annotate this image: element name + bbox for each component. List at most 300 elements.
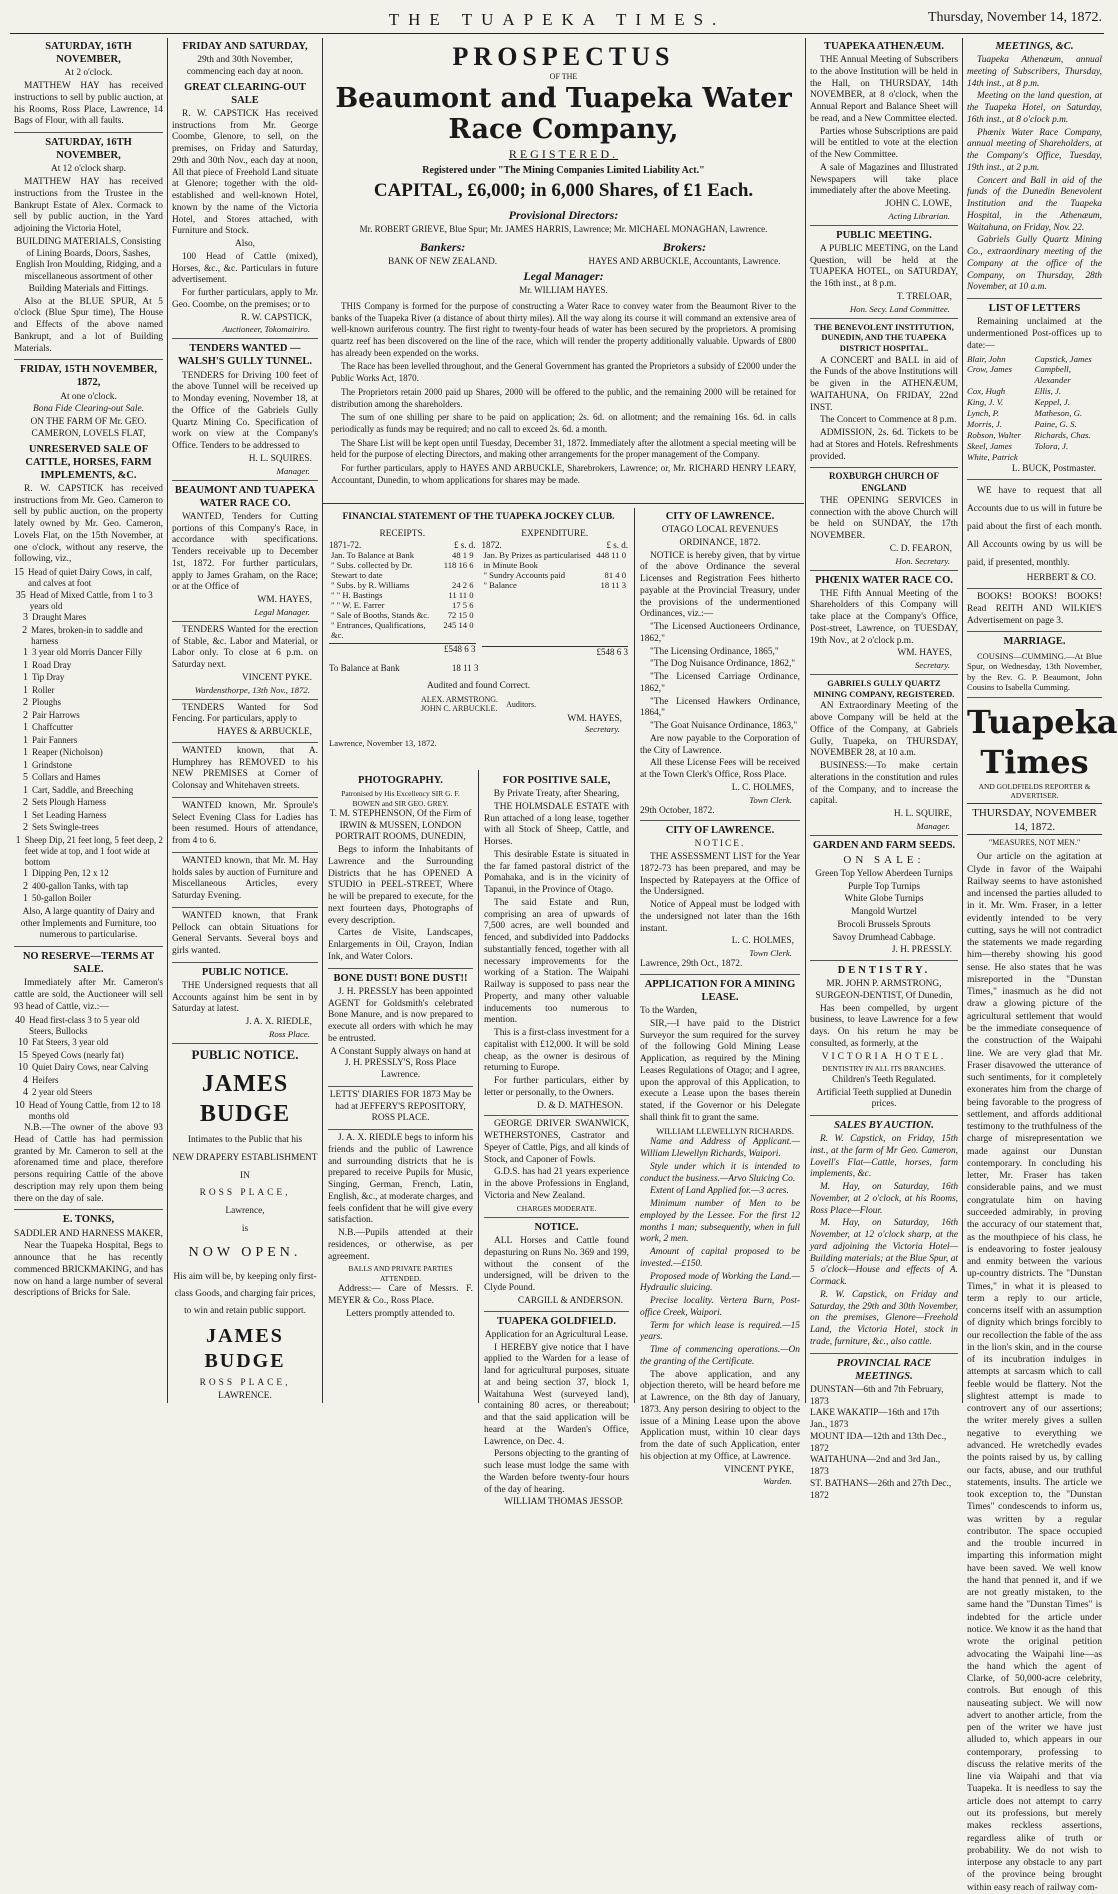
- column-5: [806, 38, 962, 1501]
- ad-body: TENDERS for Driving 100 feet of the above Tunnel will be received up to Monday evening, November 18, at the Office of the Gabriels Gully Quartz Mining Co. Specification of work on view at the Company's Office. Tenders to be addressed to: [172, 370, 318, 452]
- ad-body: THE OPENING SERVICES in connection with the above Church will be held on SUNDAY, the 17th NOVEMBER.: [810, 495, 958, 542]
- seed-item: Green Top Yellow Aberdeen Turnips: [815, 868, 953, 879]
- ad-body: THE Undersigned requests that all Accounts against him be sent in by Saturday at latest.: [172, 980, 318, 1015]
- column-6: [963, 38, 1118, 1893]
- statement-date: Lawrence, November 13, 1872.: [329, 738, 437, 748]
- editorial-masthead: [967, 702, 1118, 848]
- lot-row: [14, 1062, 163, 1075]
- ad-body: NOTICE is hereby given, that by virtue of the above Ordinance the several Licenses and Registration Fees hitherto payable at the Provincial Treasury, under the provisions of the undermentioned Ordinances, viz.:—: [640, 550, 800, 620]
- stable-tender-ad: [172, 625, 318, 700]
- ad-signature: WM. HAYES,: [897, 648, 952, 659]
- roxburgh-church-ad: [810, 471, 958, 570]
- lot-count: 4: [23, 1074, 28, 1086]
- letter-name: Matheson, G.: [1034, 408, 1083, 419]
- lot-list: [14, 567, 163, 906]
- ad-heading: PUBLIC MEETING.: [836, 229, 932, 241]
- receipts-header-row: [329, 540, 476, 550]
- lot-count: 40: [14, 1014, 25, 1026]
- statement-item: " " W. E. Farrer: [331, 600, 385, 610]
- ad-heading: GREAT CLEARING-OUT SALE: [184, 81, 306, 106]
- ad-body: Remaining unclaimed at the undermentioned Post-offices up to date:—: [967, 317, 1102, 351]
- ad-body: For further particulars, apply to Mr. Geo. Coombe, on the premises; or to: [172, 288, 318, 310]
- registered-label: REGISTERED.: [508, 147, 619, 161]
- column-2: [168, 38, 322, 1403]
- ad-subhead: 29th and 30th November, commencing each day at noon.: [186, 55, 304, 77]
- ad-date: FRIDAY AND SATURDAY,: [182, 41, 308, 52]
- tunnel-tender-ad: [172, 342, 318, 480]
- auction-entry: M. Hay, on Saturday, 16th November, at 12 o'clock sharp, at the yard adjoining the Victoria Hotel—Building materials; at the Blue Spur, at 5 o'clock—House and effects of A. Cormack.: [810, 1218, 958, 1288]
- race-entry: DUNSTAN—6th and 7th February, 1873: [810, 1384, 944, 1407]
- ad-body: T. M. STEPHENSON, Of the Firm of IRWIN & MUSSEN, LONDON PORTRAIT ROOMS, DUNEDIN,: [329, 808, 472, 843]
- newspaper-logo: Tuapeka Times: [967, 703, 1118, 782]
- auction-ad-cattle: [14, 363, 163, 947]
- tonks-ad: [14, 1213, 163, 1304]
- ad-body: The above application, and any objection thereto, will be heard before me at Lawrence, on the 8th day of January, 1873. Any person desiring to object to the issue of a Mining Lease upon the above Application must, within 10 clear days from the date of such Application, enter his objection at my Office, at Lawrence.: [640, 1369, 800, 1462]
- lot-description: Set Leading Harness: [32, 809, 107, 820]
- statement-amount: 118 16 6: [443, 560, 474, 570]
- ad-body: A CONCERT and BALL in aid of the Funds of the above Institutions will be given in the ATHENÆUM, WAITAHUNA, On FRIDAY, 22nd INST.: [810, 355, 958, 413]
- ad-field: Name and Address of Applicant.—William Llewellyn Richards, Waipori.: [640, 1137, 800, 1160]
- seed-list: [810, 869, 958, 945]
- editorial-text: Our article on the agitation at Clyde in favor of the Waipahi Railway seems to have astonished and incensed the parties alluded to in it. Mr. Wm. Fraser, in a letter evidently intended to be very cutting, says he will not contradict the statements we made regarding him—thereby showing his good sense. He also states that he was misreported in the "Dunstan Times," inasmuch as he did not draw a glowing picture of the agricultural settlement that would be the immediate consequence of the construction of the Waipahi line. We are very glad that Mr. Fraser disavowed the utterance of such sentiments, for it completely exonerates him from the charge of being favorable to the progress of settlement, and affords additional testimony to the truthfulness of the charge of misrepresentation we made against our Dunstan contemporary. In concluding his letter, Mr. Fraser has taken considerable pains, and we must congratulate him on having succeeded admirably, in proving the accuracy of our statement that, as the mouthpiece of his class, he is endeavoring to foster jealousy and enmity between the various up-country districts. The "Dunstan Times," in what it is pleased to term a reply to our article, concerns itself with an assumption of dignity which brings forcibly to our recollection the fable of the ass in the lion's skin, and in the course of its incubration indulges in attempts at sarcasm which to call feeble would be flattery. Not the slightest attempt is made to controvert any of our assertions; the writer merely gives a sullen negative to everything we advanced. He wretchedly evades the points raised by us, by calling our facts, abuse, and our truthful statements, insults. The article we took exception to, the "Dunstan Times" condescends to inform us, was written by a regular contributor. The space occupied and the trouble incurred in imparting this information might have been saved. We well know the hand that penned it, and if we are not greatly mistaken, to the same hand the "Dunstan Times" is indebted for the article under notice. We know it as the hand that wrote the original petition advocating the Waipahi line—as the hand which the agent of Clarke, of 50,000-acre celebrity, controls. But enough of this nauseating subject. We will now advert to another article, from the pen of the writer we have just alluded to, which appears in our contemporary, professing to discuss the relative merits of the line via Waipahi and that via Tuapeka. It is needless to say the article does not attempt to carry out its professions, but merely makes reckless assertions, regardless alike of truth or probability. We do not wish to interpose any obstacle to any part of the province being brought within easy reach of railway com-: [967, 851, 1102, 1893]
- ad-body: The said Estate and Run, comprising an area of upwards of 7,500 acres, are well bounded and fenced, and subdivided into Paddocks substantially fenced, together with all necessary improvements for the working of a Station. The Waipahi Railway is supposed to pass near the Property, and many other valuable inducements too numerous to mention.: [484, 897, 629, 1026]
- ad-signature: HAYES & ARBUCKLE,: [217, 727, 312, 738]
- seed-item: Savoy Drumhead Cabbage.: [832, 932, 936, 943]
- ad-heading: TUAPEKA ATHENÆUM.: [824, 41, 944, 52]
- wanted-hay-ad: [172, 856, 318, 908]
- seed-item: Purple Top Turnips: [847, 881, 921, 892]
- lot-count: 4: [23, 1087, 28, 1099]
- lot-row: [14, 1015, 163, 1038]
- ordinance-list: [640, 622, 800, 733]
- auction-entry: M. Hay, on Saturday, 16th November, at 2 o'clock, at his Rooms, Ross Place—Flour.: [810, 1182, 958, 1216]
- ad-signature-title: Town Clerk.: [749, 794, 792, 805]
- ad-heading: GARDEN AND FARM SEEDS.: [812, 839, 956, 851]
- lot-row: [14, 1100, 163, 1123]
- lot-description: Tip Dray: [32, 672, 65, 683]
- letter-name: Paine, G. S.: [1034, 419, 1077, 430]
- ad-body: For further particulars, either by letter or personally, to the Owners.: [484, 1076, 629, 1098]
- lot-row: [14, 893, 163, 906]
- ordinance-item: "The Goat Nuisance Ordinance, 1863,": [650, 721, 798, 732]
- brokers-heading: Brokers:: [662, 240, 707, 254]
- lot-description: Head of Young Cattle, from 12 to 18 months old: [28, 1099, 161, 1121]
- capital-line: CAPITAL, £6,000; in 6,000 Shares, of £1 Each.: [373, 180, 754, 201]
- prospectus-ofthe: OF THE: [549, 72, 578, 81]
- ad-signature: T. TRELOAR,: [896, 291, 952, 302]
- ad-line: Children's Teeth Regulated.: [832, 1074, 936, 1085]
- ad-body: R. W. CAPSTICK has received instructions from Mr. Geo. Cameron to sell by public auction, on the property lately owned by Mr. Geo. Cameron, Lovels Flat, on the 15th November, at one o'clock, without any reserve, the following, viz.,: [14, 483, 163, 565]
- ad-body: J. A. X. RIEDLE begs to inform his friends and the public of Lawrence and surrounding districts that he is prepared to receive Pupils for Music, Singing, German, French, Latin, English, &c., at moderate charges, and feels confident that he will give every satisfaction.: [328, 1133, 473, 1226]
- lot-count: 1: [23, 647, 28, 659]
- ad-line: BALLS AND PRIVATE PARTIES ATTENDED.: [348, 1264, 453, 1283]
- meeting-entry: Gabriels Gully Quartz Mining Co., extraordinary meeting of the Company at the office of the Company, on Thursday, 28th November, at 10 a.m.: [967, 235, 1102, 293]
- ad-heading: NOTICE.: [534, 1222, 579, 1233]
- ad-body: Has been compelled, by urgent business, to leave Lawrence for a few days. On his return he may be consulted, as formerly, at the: [810, 1003, 958, 1049]
- ad-heading: UNRESERVED SALE OF CATTLE, HORSES, FARM IMPLEMENTS, &C.: [25, 443, 152, 481]
- marriage-notice: [967, 635, 1102, 698]
- lot-row: [14, 881, 163, 894]
- letter-name: King, J. V.: [967, 397, 1004, 408]
- lsd-label: £ s. d.: [453, 540, 476, 550]
- ad-signature-title: Auctioneer, Tokomairiro.: [222, 324, 310, 335]
- audited-line: Audited and found Correct.: [426, 681, 531, 691]
- ad-line: ROSS PLACE,: [199, 1188, 291, 1199]
- lot-description: 50-gallon Boiler: [32, 893, 92, 904]
- letter-name: Robson, Walter: [967, 430, 1021, 441]
- ad-field: Precise locality. Vertera Burn, Post-office Creek, Waipori.: [640, 1296, 800, 1318]
- dentistry-ad: [810, 964, 958, 1116]
- ad-body: Parties whose Subscriptions are paid will be entitled to vote at the election of the New Committee.: [810, 126, 958, 161]
- meeting-entry: Tuapeka Athenæum, annual meeting of Subscribers, Thursday, 14th inst., at 8 p.m.: [967, 55, 1102, 89]
- lot-description: Road Dray: [32, 659, 72, 670]
- bankers-heading: Bankers:: [419, 240, 466, 254]
- ad-signature-title: Acting Librarian.: [888, 210, 950, 221]
- meeting-entry: Meeting on the land question, at the Tuapeka Hotel, on Saturday, 16th inst., at 8 o'clock p.m.: [967, 91, 1102, 125]
- ad-body: The Concert to Commence at 8 p.m.: [820, 415, 957, 426]
- lot-count: 1: [23, 722, 28, 734]
- ad-heading: NO RESERVE—TERMS AT SALE.: [22, 951, 155, 976]
- ad-body: WANTED, Tenders for Cutting portions of this Company's Race, in accordance with specifications. Tenders receivable up to December 1st, 1872. For further particulars, apply to James Graham, on the Race; or at the Office of: [172, 511, 318, 593]
- ad-body: AN Extraordinary Meeting of the above Company will be held at the Office of the Company, at Gabriels Gully, Tuapeka, on THURSDAY, NOVEMBER 28, at 10 a.m.: [810, 701, 958, 759]
- wanted-pellock-ad: [172, 911, 318, 963]
- lot-description: Grindstone: [32, 759, 72, 770]
- ad-heading: FOR POSITIVE SALE,: [502, 775, 611, 786]
- gabriels-gully-ad: [810, 678, 958, 836]
- ad-time: At 2 o'clock.: [64, 68, 113, 79]
- lot-description: Head of Mixed Cattle, from 1 to 3 years old: [29, 589, 153, 611]
- ad-line: is: [241, 1223, 249, 1234]
- lot-count: 1: [23, 734, 28, 746]
- letter-name: White, Patrick: [967, 452, 1018, 463]
- ad-also: Also, A large quantity of Dairy and other Implements and Furniture, too numerous to particularise.: [20, 906, 157, 941]
- statement-amount: 18 11 3: [600, 580, 626, 590]
- lot-description: Speyed Cows (nearly fat): [32, 1049, 124, 1060]
- letter-name: Keppel, J.: [1034, 397, 1070, 408]
- ad-body: WANTED known, that A. Humphrey has REMOVED to his NEW PREMISES at Corner of Colonsay and Whitehaven streets.: [172, 745, 318, 792]
- statement-title: FINANCIAL STATEMENT OF THE TUAPEKA JOCKEY CLUB.: [342, 512, 615, 522]
- riedle-music-ad: [328, 1133, 473, 1324]
- ad-signature: L. C. HOLMES,: [731, 782, 794, 793]
- ad-body: LETTS' DIARIES FOR 1873 May be had at JEFFERY'S REPOSITORY, ROSS PLACE.: [329, 1089, 472, 1124]
- seed-item: Mangold Wurtzel: [851, 907, 917, 918]
- race-entry: ST. BATHANS—26th and 27th Dec., 1872: [810, 1478, 952, 1501]
- prospectus-paragraph: The Proprietors retain 2000 paid up Shares, 2000 will be offered to the public, and the remaining 2000 will be retained for distribution among the shareholders.: [331, 386, 796, 409]
- statement-signature: WM. HAYES,: [567, 714, 622, 724]
- race-meetings: [810, 1357, 958, 1506]
- pound-notice-ad: [484, 1221, 629, 1312]
- statement-amount: 72 15 0: [447, 610, 474, 620]
- lot-count: 1: [23, 759, 28, 771]
- column-1: [10, 38, 167, 1403]
- statement-amount: 448 11 0: [596, 550, 626, 560]
- expenditure-total: £548 6 3: [482, 646, 629, 657]
- auction-entry: R. W. Capstick, on Friday and Saturday, the 29th and 30th November, on the premises, Glenore—Freehold Land, the Victoria Hotel, stock in trade, furniture, &c., also cattle.: [810, 1289, 958, 1347]
- statement-item: " Subs. collected by Dr. Stewart to date: [331, 560, 413, 580]
- lot-row: [14, 697, 163, 710]
- wanted-sproule-ad: [172, 801, 318, 853]
- statement-row: [482, 570, 629, 580]
- ad-signature-title: Wardensthorpe, 13th Nov., 1872.: [194, 684, 310, 695]
- lot-count: 10: [18, 1037, 28, 1049]
- ad-date: SATURDAY, 16TH NOVEMBER,: [45, 137, 132, 162]
- ad-date: FRIDAY, 15TH NOVEMBER, 1872,: [20, 364, 157, 389]
- auction-ad-building-materials: [14, 136, 163, 360]
- ad-heading: PUBLIC NOTICE.: [201, 966, 289, 978]
- receipts-total: £548 6 3: [329, 643, 476, 654]
- lot-description: Sets Plough Harness: [32, 797, 106, 808]
- ad-big-name: JAMES BUDGE: [199, 1071, 291, 1128]
- ad-body: COUSINS—CUMMING.—At Blue Spur, on Wednesday, 13th November, by the Rev. G. P. Beaumont, John Cousins to Isabella Cumming.: [967, 650, 1102, 693]
- assessment-notice: [640, 824, 800, 975]
- letter-names: [967, 354, 1102, 464]
- ad-body: This desirable Estate is situated in the far famed pastoral district of the Pomahaka, and is in the vicinity of Tapanui, in the Province of Otago.: [484, 849, 629, 896]
- ad-date: SATURDAY, 16TH NOVEMBER,: [45, 41, 132, 66]
- ad-signature: VINCENT PYKE.: [241, 672, 312, 683]
- expenditure-table: [482, 550, 629, 590]
- lot-description: Fat Steers, 3 year old: [32, 1037, 109, 1048]
- lot-row: [14, 760, 163, 773]
- page-header: [10, 6, 1104, 34]
- ad-heading: TUAPEKA GOLDFIELD.: [496, 1315, 617, 1327]
- statement-row: [329, 580, 476, 590]
- lot-description: Head first-class 3 to 5 year old Steers, Bullocks: [28, 1014, 140, 1036]
- ad-body: TENDERS Wanted for Sod Fencing. For particulars, apply to: [172, 702, 318, 725]
- ad-body: TENDERS Wanted for the erection of Stable, &c. Labor and Material, or Labor only. To close at 6 p.m. on Saturday next.: [172, 624, 318, 671]
- ad-body: Cartes de Visite, Landscapes, Enlargements in Oil, Crayon, Indian Ink, and Water Colors.: [328, 928, 473, 962]
- lot-description: Reaper (Nicholson): [32, 747, 103, 758]
- letter-name: Capstick, James: [1034, 353, 1092, 364]
- ad-heading: BONE DUST! BONE DUST!!: [333, 972, 468, 984]
- auditors-label: Auditors.: [506, 699, 537, 709]
- statement-row: [482, 550, 629, 570]
- ad-signature: H. L. SQUIRES.: [248, 453, 312, 464]
- auditor-name: ALEX. ARMSTRONG.: [420, 695, 499, 704]
- registration-act: Registered under "The Mining Companies Limited Liability Act.": [422, 165, 705, 176]
- ad-field: Proposed mode of Working the Land.—Hydraulic sluicing.: [640, 1271, 800, 1294]
- ad-line: To the Warden,: [640, 1006, 697, 1017]
- public-meeting-ad: [810, 229, 958, 319]
- ad-body: 100 Head of Cattle (mixed), Horses, &c., &c. Particulars in future advertisement.: [172, 251, 318, 286]
- ad-body: SIR,—I have paid to the District Surveyor the sum required for the survey of the following Gold Mining Lease Application, as required by the Mining Leases Regulations of Otago; and I agree, upon the approval of this Application, to execute a Lease upon the bases therein stated, if the Governor or his Delegate shall think fit to grant the same.: [640, 1018, 800, 1123]
- bankers-brokers: [331, 256, 796, 266]
- ad-signature-title: Warden.: [763, 1476, 792, 1487]
- ad-signature: R. W. CAPSTICK,: [240, 312, 312, 323]
- statement-body: [329, 528, 628, 657]
- statement-signature-title: Secretary.: [584, 724, 620, 734]
- ad-also: Also,: [234, 239, 256, 250]
- bankers: BANK OF NEW ZEALAND.: [388, 256, 497, 266]
- directors-heading: Provisional Directors:: [508, 208, 619, 222]
- lot-count: 1: [23, 784, 28, 796]
- balance-value: 18 11 3: [451, 663, 479, 673]
- lot-description: 3 year old Morris Dancer Filly: [32, 647, 143, 658]
- lot-row: [14, 590, 163, 613]
- clearing-sale-ad: [172, 40, 318, 339]
- ad-body: THE HOLMSDALE ESTATE with Run attached of a long lease, together with all Stock of Sheep, Cattle, and Horses.: [484, 801, 629, 848]
- lot-description: Chaffcutter: [32, 722, 73, 733]
- expenditure: [482, 528, 629, 657]
- lot-row: [14, 1075, 163, 1088]
- lot-count: 3: [23, 612, 28, 624]
- ad-time: At 12 o'clock sharp.: [50, 164, 127, 175]
- ad-subhead: Bona Fide Clearing-out Sale.: [33, 404, 144, 415]
- ad-subhead: By Private Treaty, after Shearing,: [493, 789, 620, 800]
- ad-address: Address:— Care of Messrs. F. MEYER & Co., Ross Place.: [328, 1284, 473, 1306]
- ad-time: At one o'clock.: [60, 391, 117, 402]
- ad-heading: SALES BY AUCTION.: [834, 1120, 934, 1132]
- lot-row: [14, 660, 163, 673]
- ad-body: MATTHEW HAY has received instructions to sell by public auction, at his Rooms, Ross Place, Lawrence, 14 Bags of Flour, with all faults.: [14, 81, 163, 127]
- letter-name: Blair, John: [967, 353, 1006, 364]
- ad-items: BUILDING MATERIALS, Consisting of Lining Boards, Doors, Sashes, English Iron Moulding, Ridging, and a miscellaneous assortment of other Building Materials and Fittings.: [15, 236, 162, 294]
- lot-row: [14, 810, 163, 823]
- receipts: [329, 528, 476, 657]
- lot-count: 1: [23, 809, 28, 821]
- lot-row: [14, 710, 163, 723]
- lot-row: [14, 835, 163, 869]
- prospectus-paragraph: The Race has been levelled throughout, and the General Government has granted the Proprietors a subsidy of £2000 under the Public Works Act, 1870.: [331, 361, 796, 384]
- prospectus: [323, 38, 804, 504]
- ad-body: Also at the BLUE SPUR, At 5 o'clock (Blue Spur time), The House and Effects of the above named Bankrupt, and a lot of Building Materials.: [14, 296, 163, 354]
- lot-row: [14, 685, 163, 698]
- ad-place: ON THE FARM OF Mr. GEO. CAMERON, LOVELS FLAT,: [30, 417, 147, 439]
- statement-item: " " H. Bastings: [331, 590, 383, 600]
- ad-heading: APPLICATION FOR A MINING LEASE.: [644, 978, 796, 1004]
- directors-list: Mr. ROBERT GRIEVE, Blue Spur; Mr. JAMES HARRIS, Lawrence; Mr. MICHAEL MONAGHAN, Lawrence.: [359, 224, 768, 234]
- ad-signature: C. D. FEARON,: [889, 543, 952, 554]
- ad-note: N.B.—The owner of the above 93 Head of Cattle has had permission granted by Mr. Cameron to sell at the aforenamed time and place, therefore persons requiring Cattle of the above description may rely upon them being there on the day of sale.: [14, 1123, 163, 1204]
- ad-signature: VINCENT PYKE,: [723, 1464, 794, 1475]
- lot-row: [14, 868, 163, 881]
- lot-row: [14, 1037, 163, 1050]
- ad-signature: J. A. X. RIEDLE,: [245, 1017, 312, 1028]
- ad-signature-title: Secretary.: [914, 660, 950, 671]
- ad-line: NOW OPEN.: [188, 1244, 302, 1260]
- ad-big-name: JAMES BUDGE: [204, 1324, 286, 1372]
- lot-count: 1: [23, 893, 28, 905]
- ad-signature-title: Ross Place.: [268, 1028, 310, 1039]
- auditor-name: JOHN C. ARBUCKLE.: [420, 704, 498, 713]
- lot-count: 2: [23, 880, 28, 892]
- ad-line: IN: [240, 1170, 250, 1181]
- ad-line: DENTISTRY IN ALL ITS BRANCHES.: [822, 1064, 946, 1074]
- ad-date: Lawrence, 29th Oct., 1872.: [640, 959, 743, 970]
- lot-row: [14, 1050, 163, 1063]
- ad-line: His aim will be, by keeping only first-class Goods, and charging fair prices, to win and retain public support.: [173, 1272, 317, 1317]
- prospectus-paragraph: The sum of one shilling per share to be paid on application; 2s. 6d. on allotment; and the remaining 16s. 6d. in calls periodically as funds may be required; and no call to exceed 2s. 6d. a month.: [331, 412, 796, 434]
- lot-row: [14, 785, 163, 798]
- lot-count: 1: [23, 659, 28, 671]
- ad-signature-title: Hon. Secretary.: [895, 555, 950, 566]
- lot-row: [14, 722, 163, 735]
- phoenix-ad: [810, 574, 958, 676]
- letter-name: Morris, J.: [967, 419, 1002, 430]
- ordinance-item: "The Dog Nuisance Ordinance, 1862,": [650, 659, 796, 670]
- ad-body: J. H. PRESSLY has been appointed AGENT for Goldsmith's celebrated Bone Manure, and is now prepared to execute all orders with which he may be entrusted.: [328, 986, 473, 1044]
- editorial-motto: "MEASURES, NOT MEN.": [988, 838, 1081, 848]
- benevolent-ad: [810, 322, 958, 469]
- statement-row: [329, 610, 476, 620]
- ad-body: I HEREBY give notice that I have applied to the Warden for a lease of land for agricultural purposes, situate at and being section 37, block 1, Waitahuna West (surveyed land), containing 80 acres, or thereabout; and that the said application will be heard at the Warden's Office, Lawrence, on Dec. 4.: [484, 1342, 629, 1447]
- statement-row: [329, 590, 476, 600]
- ad-signature: L. C. HOLMES,: [731, 936, 794, 947]
- ad-body: THE ASSESSMENT LIST for the Year 1872-73 has been prepared, and may be Inspected by Ratepayers at the Office of the Undersigned.: [640, 852, 800, 898]
- ad-heading: LIST OF LETTERS: [988, 303, 1081, 315]
- race-entry: MOUNT IDA—12th and 13th Dec., 1872: [810, 1431, 947, 1454]
- lot-count: 2: [22, 624, 28, 636]
- ad-line: ROSS PLACE,: [199, 1377, 291, 1388]
- expenditure-header-row: [482, 540, 629, 550]
- lot-description: Mares, broken-in to saddle and harness: [31, 624, 143, 646]
- ad-heading: GABRIELS GULLY QUARTZ MINING COMPANY, REGISTERED.: [813, 678, 955, 699]
- statement-row: [329, 560, 476, 580]
- bankers-brokers-headings: [331, 237, 796, 256]
- statement-item: Jan. To Balance at Bank: [331, 550, 415, 560]
- letter-name: Skeel, James: [967, 441, 1012, 452]
- holmsdale-ad: [484, 774, 629, 1116]
- ad-signature: J. H. PRESSLY.: [891, 945, 952, 956]
- lot-description: Heifers: [32, 1074, 59, 1085]
- prospectus-title: PROSPECTUS: [452, 42, 675, 71]
- ad-body: Immediately after Mr. Cameron's cattle are sold, the Auctioneer will sell 93 head of Cattle, viz.:—: [14, 978, 163, 1012]
- ad-body: ALL Horses and Cattle found depasturing on Runs No. 369 and 199, without the consent of the undersigned, will be driven to the Clyde Pound.: [484, 1236, 629, 1294]
- ad-body: A sale of Magazines and Illustrated Newspapers will take place immediately after the above Meeting.: [810, 162, 958, 197]
- riedle-notice-ad: [172, 966, 318, 1044]
- auction-entries: [810, 1134, 958, 1349]
- lot-row: [14, 567, 163, 590]
- lot-description: Head of quiet Dairy Cows, in calf, and calves at foot: [28, 567, 152, 589]
- lot-row: [14, 647, 163, 660]
- ad-body: GEORGE DRIVER SWANWICK, WETHERSTONES, Castrator and Speyer of Cattle, Pigs, and all kinds of Stock, and Caponer of Fowls.: [484, 1119, 629, 1165]
- ad-signature: JOHN C. LOWE,: [885, 199, 952, 210]
- lot-description: Pair Harrows: [32, 709, 80, 720]
- lot-description: Dipping Pen, 12 x 12: [32, 868, 109, 879]
- ad-signature-title: Legal Manager.: [254, 606, 310, 617]
- lot-count: 1: [15, 834, 21, 846]
- ad-body: WE have to request that all Accounts due to us will in future be paid about the first of each month. All Accounts owing by us will be paid, if presented, monthly.: [967, 486, 1102, 568]
- ad-heading: MEETINGS, &C.: [995, 41, 1074, 52]
- statement-item: " Entrances, Qualifications, &c.: [331, 620, 426, 640]
- statement-item: " Subs. by R. Williams: [331, 580, 410, 590]
- ad-heading: PHŒNIX WATER RACE CO.: [815, 574, 953, 586]
- ad-line: LAWRENCE.: [218, 1390, 272, 1401]
- statement-item: " Sundry Accounts paid: [483, 570, 566, 580]
- statement-item: " Balance: [483, 580, 517, 590]
- ad-signature-title: Manager.: [916, 820, 950, 831]
- ad-body: Persons objecting to the granting of such lease must lodge the same with the Warden before twenty-four hours of the day of hearing.: [484, 1449, 629, 1495]
- bone-dust-ad: [328, 972, 473, 1087]
- ad-line: VICTORIA HOTEL.: [821, 1051, 947, 1062]
- ad-body: Near the Tuapeka Hospital, Begs to announce that he has recently commenced BRICKMAKING, and has now on hand a large number of several descriptions of Bricks for Sale.: [14, 1241, 163, 1299]
- ad-line: Lawrence,: [225, 1206, 265, 1217]
- ad-field: Time of commencing operations.—On the granting of the Certificate.: [640, 1345, 800, 1367]
- balance-label: To Balance at Bank: [329, 663, 400, 673]
- lot-description: Sheep Dip, 21 feet long, 5 feet deep, 2 feet wide at top, and 1 foot wide at bottom: [24, 834, 163, 868]
- ad-signature: L. BUCK, Postmaster.: [1011, 464, 1096, 475]
- ad-field: Term for which lease is required.—15 years.: [640, 1320, 800, 1343]
- year-label: 1871-72.: [329, 540, 362, 550]
- expenditure-heading: EXPENDITURE.: [521, 529, 589, 539]
- ad-field: Amount of capital proposed to be invested.—£150.: [640, 1247, 800, 1269]
- budge-ad: [172, 1047, 318, 1407]
- letter-name: Crow, James: [967, 364, 1012, 375]
- statement-amount: 17 5 6: [452, 600, 474, 610]
- meeting-entry: Concert and Ball in aid of the funds of the Dunedin Benevolent Institution and the Tuapeka Hospital, in the Athenæum, Waitahuna, on Friday, Nov. 22.: [967, 175, 1102, 233]
- financial-statement: [323, 508, 634, 770]
- meetings-list: [967, 40, 1102, 299]
- statement-amount: 245 14 0: [443, 620, 474, 630]
